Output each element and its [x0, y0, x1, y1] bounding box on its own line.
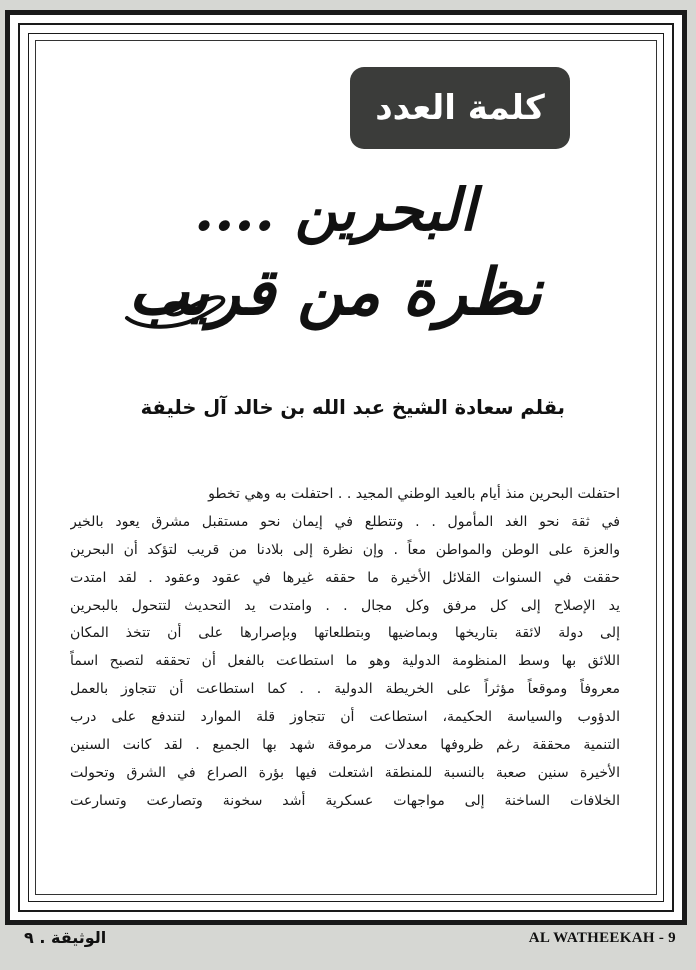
title-line-2: نظرة من قريب: [128, 255, 542, 330]
section-badge: [350, 67, 570, 149]
footer-page-label: AL WATHEEKAH - 9: [528, 930, 676, 946]
body-line: الخلافات الساخنة إلى مواجهات عسكرية أشد سخونة وتصارعت وتسارعت: [70, 792, 620, 809]
body-line: والعزة على الوطن والمواطن معاً . وإن نظرة إلى بلادنا من قريب لتؤكد أن البحرين: [70, 541, 620, 558]
body-line: حققت في السنوات القلائل الأخيرة ما حققه غيرها في عقود وعقود . لقد امتدت: [70, 569, 620, 586]
body-line: التنمية محققة رغم ظروفها معدلات مرموقة شهد بها الجميع . لقد كانت السنين: [70, 737, 620, 754]
body-line: يد الإصلاح إلى كل مرفق وكل مجال . . وامتدت يد التحديث لتتحول بالبحرين: [70, 597, 620, 614]
body-line: في ثقة نحو الغد المأمول . . وتتطلع في إيمان نحو مستقبل مشرق يعود بالخير: [70, 513, 620, 530]
footer-page-label-arabic: الوثيقة . ٩: [24, 928, 107, 947]
article-body: [70, 481, 620, 816]
body-line: الأخيرة سنين صعبة بالنسبة للمنطقة اشتعلت فيها بؤرة الصراع في الشرق وتحولت: [70, 764, 620, 781]
body-line: معروفاً وموقعاً مؤثراً على الخريطة الدولية . . كما استطاعت أن تتجاوز بالعمل: [70, 681, 620, 698]
byline: بقلم سعادة الشيخ عبد الله بن خالد آل خليفة: [140, 396, 565, 419]
calligraphy-swash-icon: [122, 292, 232, 332]
body-line: إلى دولة لائقة بتاريخها وبماضيها وبتطلعاتها وبإصرارها على أن تتخذ المكان: [70, 625, 620, 642]
body-line: اللائق بها وسط المنظومة الدولية وهو ما استطاعت بالفعل أن تحققه لتصبح اسماً: [70, 653, 620, 670]
body-line: احتفلت البحرين منذ أيام بالعيد الوطني المجيد . . احتفلت به وهي تخطو: [208, 486, 620, 502]
title-line-1: البحرين ....: [194, 176, 476, 244]
body-line: الدؤوب والسياسة الحكيمة، استطاعت أن تتجاوز قلة الموارد لتندفع على درب: [70, 709, 620, 726]
section-badge-label: كلمة العدد: [375, 88, 545, 128]
